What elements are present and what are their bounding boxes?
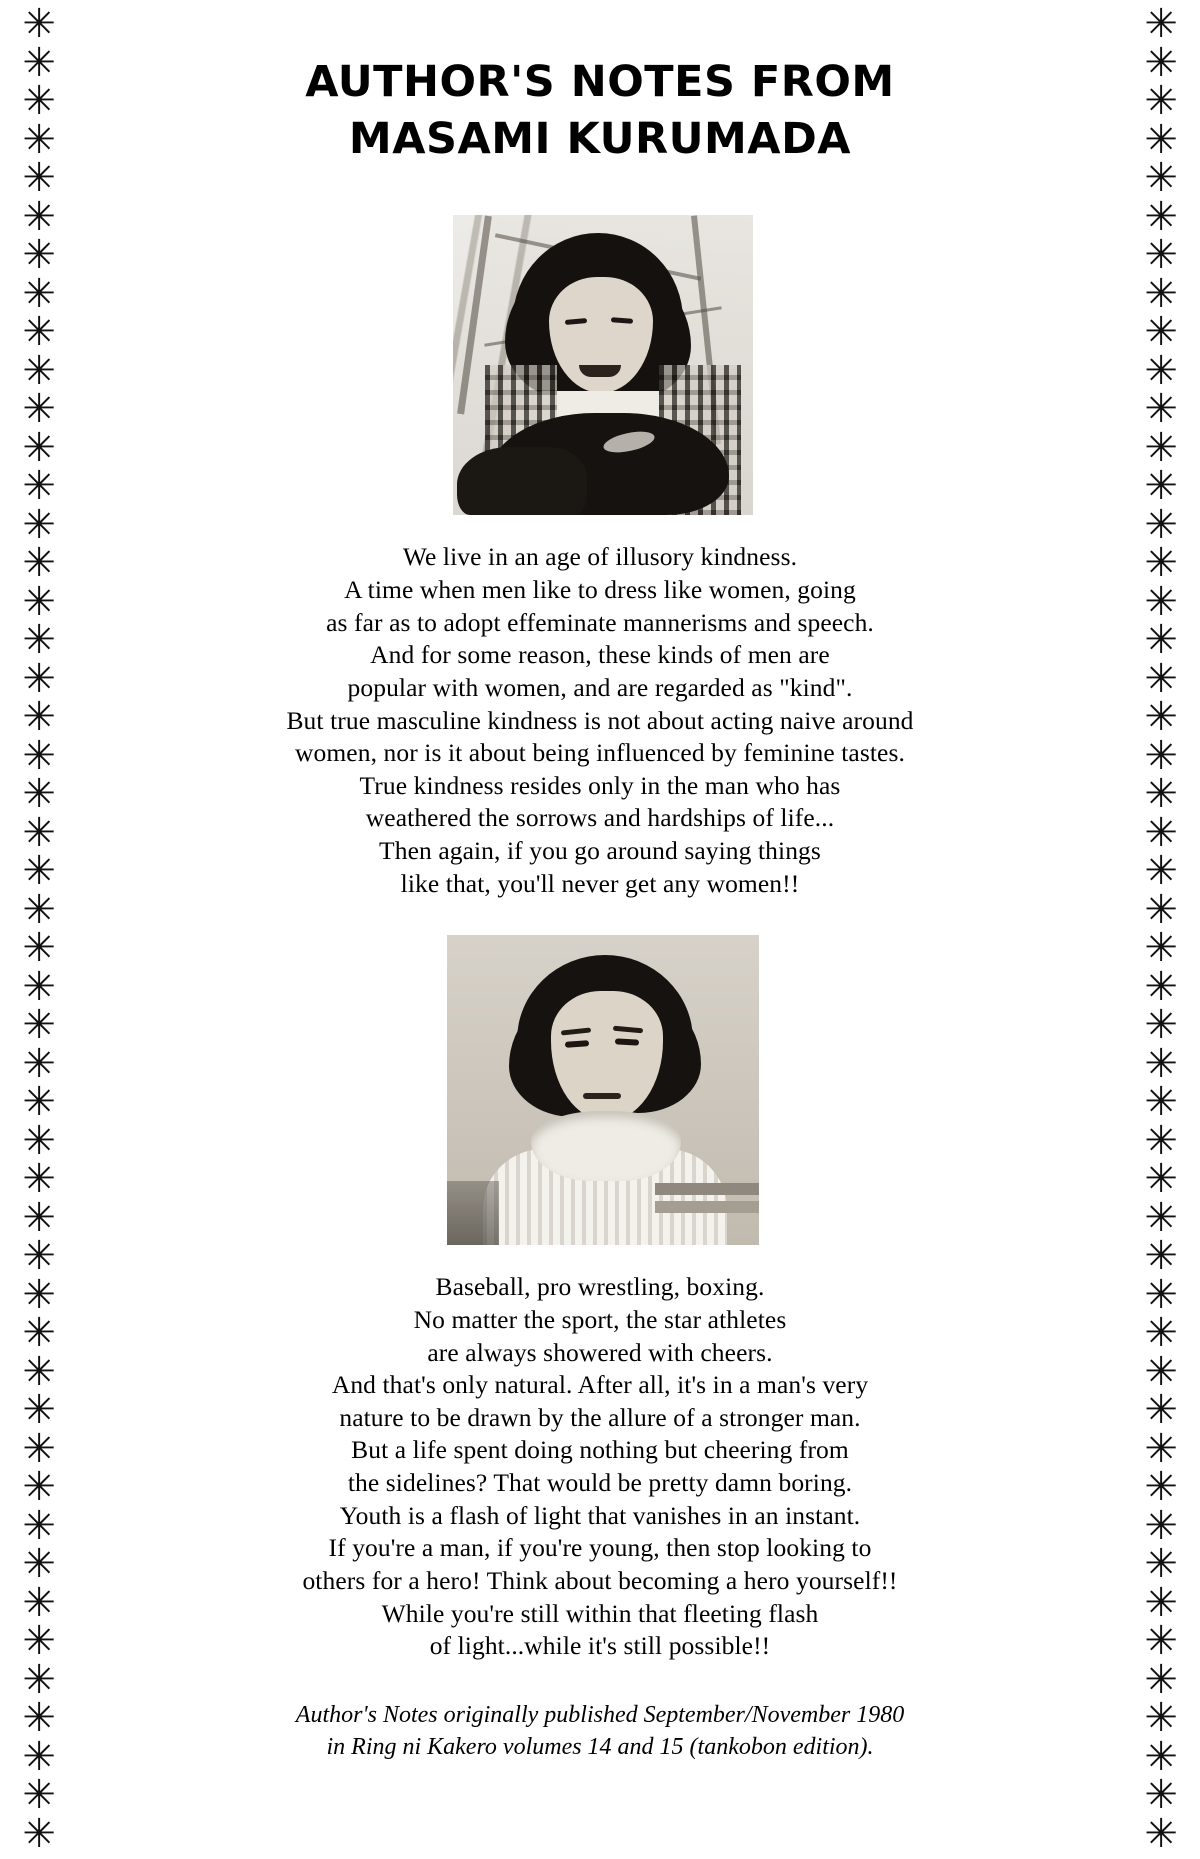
asterisk-icon: ✳ <box>1144 1310 1178 1356</box>
asterisk-icon: ✳ <box>22 1117 56 1164</box>
asterisk-icon: ✳ <box>1144 386 1178 432</box>
asterisk-icon: ✳ <box>1144 1117 1178 1164</box>
photo-trophy-secondary <box>457 447 587 515</box>
asterisk-icon: ✳ <box>22 1579 56 1626</box>
asterisk-icon: ✳ <box>1144 1810 1178 1857</box>
note-line: A time when men like to dress like women, going <box>344 575 856 604</box>
note-line: Youth is a flash of light that vanishes in an instant. <box>339 1500 861 1530</box>
credit-line: Author's Notes originally published September/November 1980 <box>295 1701 905 1728</box>
asterisk-icon: ✳ <box>22 347 56 394</box>
asterisk-icon: ✳ <box>22 809 56 856</box>
asterisk-icon: ✳ <box>1144 1156 1178 1202</box>
asterisk-icon: ✳ <box>1144 655 1178 702</box>
asterisk-icon: ✳ <box>1144 193 1178 240</box>
asterisk-icon: ✳ <box>1144 1733 1178 1780</box>
asterisk-icon: ✳ <box>22 1618 56 1664</box>
author-photo-trophy <box>453 215 753 515</box>
credit-line: in Ring ni Kakero volumes 14 and 15 (tankobon edition). <box>326 1734 874 1761</box>
asterisk-icon: ✳ <box>1144 1502 1178 1549</box>
asterisk-icon: ✳ <box>1144 694 1178 740</box>
asterisk-icon: ✳ <box>1144 116 1178 163</box>
asterisk-icon: ✳ <box>22 732 56 779</box>
asterisk-icon: ✳ <box>1144 232 1178 278</box>
asterisk-icon: ✳ <box>1144 1695 1178 1741</box>
asterisk-icon: ✳ <box>22 155 56 201</box>
authors-note-1 <box>286 541 913 900</box>
asterisk-icon: ✳ <box>22 1002 56 1048</box>
asterisk-icon: ✳ <box>22 1310 56 1356</box>
asterisk-icon: ✳ <box>1144 1271 1178 1318</box>
asterisk-icon: ✳ <box>1144 463 1178 509</box>
photo-mouth <box>583 1093 621 1099</box>
note-line: While you're still within that fleeting flash <box>381 1598 819 1628</box>
asterisk-icon: ✳ <box>22 1233 56 1279</box>
note-line: like that, you'll never get any women!! <box>400 868 800 898</box>
asterisk-icon: ✳ <box>22 270 56 317</box>
asterisk-icon: ✳ <box>22 578 56 625</box>
asterisk-icon: ✳ <box>22 1156 56 1202</box>
asterisk-icon: ✳ <box>1144 540 1178 586</box>
asterisk-icon: ✳ <box>22 963 56 1010</box>
asterisk-icon: ✳ <box>22 39 56 86</box>
asterisk-icon: ✳ <box>22 232 56 278</box>
asterisk-icon: ✳ <box>1144 309 1178 355</box>
asterisk-icon: ✳ <box>22 1040 56 1087</box>
asterisk-icon: ✳ <box>22 1656 56 1703</box>
asterisk-icon: ✳ <box>22 1464 56 1510</box>
photo-turtleneck <box>531 1111 681 1181</box>
asterisk-icon: ✳ <box>1144 617 1178 663</box>
asterisk-icon: ✳ <box>1144 771 1178 817</box>
asterisk-icon: ✳ <box>22 1 56 47</box>
author-photo-portrait <box>447 935 759 1245</box>
asterisk-icon: ✳ <box>1144 1348 1178 1395</box>
asterisk-icon: ✳ <box>22 886 56 933</box>
asterisk-icon: ✳ <box>1144 270 1178 317</box>
asterisk-icon: ✳ <box>1144 886 1178 933</box>
asterisk-icon: ✳ <box>22 1695 56 1741</box>
asterisk-icon: ✳ <box>1144 1772 1178 1818</box>
asterisk-icon: ✳ <box>1144 1579 1178 1626</box>
asterisk-icon: ✳ <box>22 848 56 894</box>
page-title <box>305 54 894 168</box>
asterisk-icon: ✳ <box>22 309 56 355</box>
note-line: are always showered with cheers. <box>427 1337 773 1367</box>
title-line-1: AUTHOR'S NOTES FROM <box>305 57 895 107</box>
note-line: of light...while it's still possible!! <box>429 1631 771 1661</box>
asterisk-icon: ✳ <box>22 1079 56 1125</box>
asterisk-icon: ✳ <box>22 424 56 471</box>
asterisk-icon: ✳ <box>22 193 56 240</box>
left-asterisk-border <box>0 0 78 1859</box>
note-line: No matter the sport, the star athletes <box>413 1304 787 1334</box>
note-line: popular with women, and are regarded as "kind". <box>347 672 853 702</box>
asterisk-icon: ✳ <box>1144 1 1178 47</box>
asterisk-icon: ✳ <box>1144 347 1178 394</box>
asterisk-icon: ✳ <box>22 925 56 971</box>
asterisk-icon: ✳ <box>22 1502 56 1549</box>
asterisk-icon: ✳ <box>1144 1079 1178 1125</box>
asterisk-icon: ✳ <box>22 1387 56 1433</box>
asterisk-icon: ✳ <box>22 116 56 163</box>
asterisk-icon: ✳ <box>1144 1656 1178 1703</box>
title-line-2: MASAMI KURUMADA <box>348 114 852 165</box>
asterisk-icon: ✳ <box>22 463 56 509</box>
asterisk-icon: ✳ <box>22 540 56 586</box>
note-line: Baseball, pro wrestling, boxing. <box>435 1272 765 1302</box>
asterisk-icon: ✳ <box>22 771 56 817</box>
note-line: We live in an age of illusory kindness. <box>402 542 798 572</box>
asterisk-icon: ✳ <box>22 501 56 548</box>
photo-shadow <box>447 1181 499 1245</box>
note-line: If you're a man, if you're young, then stop looking to <box>328 1533 872 1563</box>
asterisk-icon: ✳ <box>1144 578 1178 625</box>
asterisk-icon: ✳ <box>1144 1040 1178 1087</box>
note-line: women, nor is it about being influenced by feminine tastes. <box>295 738 905 768</box>
asterisk-icon: ✳ <box>1144 1541 1178 1587</box>
asterisk-icon: ✳ <box>22 1348 56 1395</box>
asterisk-icon: ✳ <box>1144 1425 1178 1472</box>
asterisk-icon: ✳ <box>1144 1464 1178 1510</box>
publication-credit <box>296 1699 904 1764</box>
asterisk-icon: ✳ <box>1144 501 1178 548</box>
asterisk-icon: ✳ <box>22 1271 56 1318</box>
authors-note-2 <box>302 1271 897 1663</box>
asterisk-icon: ✳ <box>1144 925 1178 971</box>
asterisk-icon: ✳ <box>22 1733 56 1780</box>
note-line: others for a hero! Think about becoming a hero yourself!! <box>302 1565 898 1595</box>
asterisk-icon: ✳ <box>22 617 56 663</box>
asterisk-icon: ✳ <box>1144 39 1178 86</box>
asterisk-icon: ✳ <box>22 386 56 432</box>
asterisk-icon: ✳ <box>22 655 56 702</box>
asterisk-icon: ✳ <box>22 1810 56 1857</box>
asterisk-icon: ✳ <box>1144 809 1178 856</box>
note-line: nature to be drawn by the allure of a stronger man. <box>339 1402 861 1432</box>
photo-mouth <box>579 365 621 377</box>
asterisk-icon: ✳ <box>1144 424 1178 471</box>
note-line: But true masculine kindness is not about acting naive around <box>286 705 914 735</box>
asterisk-icon: ✳ <box>1144 1387 1178 1433</box>
right-asterisk-border <box>1122 0 1200 1859</box>
page-content <box>78 0 1122 1859</box>
asterisk-icon: ✳ <box>22 694 56 740</box>
asterisk-icon: ✳ <box>1144 155 1178 201</box>
note-line: as far as to adopt effeminate mannerisms and speech. <box>326 607 874 637</box>
asterisk-icon: ✳ <box>22 1772 56 1818</box>
asterisk-icon: ✳ <box>1144 732 1178 779</box>
note-line: And that's only natural. After all, it's in a man's very <box>331 1370 869 1400</box>
asterisk-icon: ✳ <box>1144 78 1178 124</box>
asterisk-icon: ✳ <box>22 1541 56 1587</box>
asterisk-icon: ✳ <box>22 1425 56 1472</box>
asterisk-icon: ✳ <box>1144 1233 1178 1279</box>
note-line: the sidelines? That would be pretty damn boring. <box>347 1468 853 1497</box>
note-line: True kindness resides only in the man who has <box>359 770 841 800</box>
photo-background-rail <box>655 1183 759 1195</box>
asterisk-icon: ✳ <box>22 78 56 124</box>
asterisk-icon: ✳ <box>1144 1002 1178 1048</box>
asterisk-icon: ✳ <box>1144 1194 1178 1241</box>
asterisk-icon: ✳ <box>1144 848 1178 894</box>
asterisk-icon: ✳ <box>1144 963 1178 1010</box>
note-line: But a life spent doing nothing but cheering from <box>351 1435 849 1465</box>
note-line: And for some reason, these kinds of men are <box>370 640 830 670</box>
note-line: Then again, if you go around saying things <box>379 836 821 865</box>
asterisk-icon: ✳ <box>1144 1618 1178 1664</box>
asterisk-icon: ✳ <box>22 1194 56 1241</box>
note-line: weathered the sorrows and hardships of life... <box>365 803 835 833</box>
